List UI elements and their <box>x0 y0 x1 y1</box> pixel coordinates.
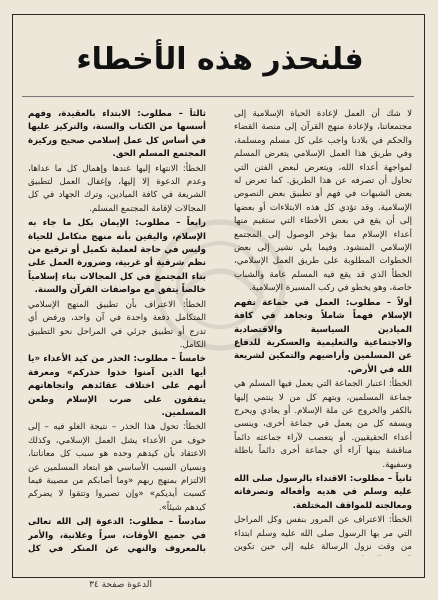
article-title: فلنحذر هذه الأخطاء <box>76 42 364 77</box>
paragraph: الخطأ: تحول هذا الحذر – نتيجة الغلو فيه – إلى خوف من الأعداء يشل العمل الإسلامي، وكذلك الاعتقاد بأن كيدهم وحده هو سبب كل معاناتنا، ونسيان السبب الأساسي هو ابتعاد المسلمين عن الالتزام بمنهج ربهم «وما أصابكم من مصيبة فيما كسبت أيديكم» «وإن تصبروا وتتقوا لا يضركم كيدهم شيئاً». <box>28 422 206 513</box>
right-column <box>234 108 412 556</box>
paragraph: الخطأ: الاعتراف عن المرور بنفس وكل المراحل التي مر بها الرسول صلى الله عليه وسلم ابتداء من وقت نزول الرسالة عليه إلى حين تكوين <box>234 515 412 552</box>
requirement-heading: سادساً – مطلوب: الدعوة إلى الله تعالى في جميع الأوقات، سراً وعلانية، والأمر بالمعروف والنهي عن المنكر في كل <box>28 517 206 554</box>
paragraph: الخطأ: الانتهاء إليها عندها وإهمال كل ما عداها، وعدم الدعوة إلا إليها، وإغفال العمل لتطبيق الشريعة في كافة الميادين، وترك الجهاد في كل المجالات لإقامة المجتمع المسلم. <box>28 163 206 214</box>
requirement-heading: خامساً – مطلوب: الحذر من كيد الأعداء «يا أيها الذين آمنوا خذوا حذركم» ومعرفة أنهم على اختلاف عقائدهم واتجاهاتهم يتفقون على ضرب الإسلام وطعن المسلمين. <box>28 354 206 418</box>
paragraph: الخطأ: اعتبار الجماعة التي يعمل فيها المسلم هي جماعة المسلمين، وبتهم كل من لا ينتمي إليها بالكفر والخروج عن ملة الإسلام. أو يعادي ويحرج ويسفه كل من يعمل في جماعة أخرى، وينسى أعداء الحقيقيين. أو يتعصب لآراء جماعته دائماً مناقشة بينها آراء أي جماعة أخرى دائماً باطلة وسفيهة. <box>234 379 412 470</box>
page-footer: الدعوة صفحة ٣٤ <box>89 580 152 590</box>
left-column <box>28 108 206 556</box>
requirement-heading: أولاً – مطلوب: العمل في جماعة تفهم الإسلام فهماً شاملاً وتجاهد في كافة الميادين السياسية والاقتصادية والاجتماعية والتعليمية والعسكرية للدفاع عن المسلمين وأراضيهم والتمكين لشريعة الله في الأرض. <box>234 297 412 375</box>
requirement-heading: ثانياً – مطلوب: الاقتداء بالرسول صلى الله عليه وسلم في هديه وأفعاله وتصرفاته ومعالجته للمواقف المختلفة. <box>234 473 412 511</box>
paragraph: لا شك أن العمل لإعادة الحياة الإسلامية إلى مجتمعاتنا، ولإعادة منهج القرآن إلى منصة القضاء والحكم في بلادنا واجب على كل مسلم ومسلمة، وفي طريق هذا العمل الإسلامي يتعرض المسلم لمواجهة أعداء الله، ويتعرض لبعض الفتن التي تحاول أن تصرفه عن هذا الطريق. كما تعرض له بعض الشبهات في فهم أو تطبيق بعض النصوص الإسلامية. وقد تؤدي كل هذه الابتلاءات أو بعضها إلى أن يقع في بعض الأخطاء التي ستقيم منها أعداء الإسلام مما يؤخر الوصول إلى المجتمع الإسلامي المنشود. وفيما يلي نشير إلى بعض الخطوات المطلوبة على طريق العمل الإسلامي، الخطأ الذي قد يقع فيه المسلم عامة والشباب خاصة، وهو يخطو في ركب المسيرة الإسلامية. <box>234 109 412 294</box>
paragraph: الخطأ: الاعتراف بأن تطبيق المنهج الإسلامي المتكامل دفعة واحدة في آن واحد، ورفض أي تدرج أو تطبيق جزئي في المراحل نحو التطبيق الكامل. <box>28 299 206 350</box>
requirement-heading: ثالثاً – مطلوب: الابتداء بالعقيدة، وفهم أسسها من الكتاب والسنة، والتركيز عليها في أساس كل عمل إسلامي صحيح وركيزة المجتمع المسلم الحق. <box>28 109 206 160</box>
requirement-heading: رابعاً – مطلوب: الإيمان بكل ما جاء به الإسلام، واليقين بأنه منهج متكامل للحياة وليس في حاجة لعملية تكميل أو ترقيع من نظم شرقية أو غربية، وضرورة العمل على بناء المجتمع في كل المجالات بناء إسلامياً خالصاً يتفق مع مواصفات القرآن والسنة. <box>28 218 206 296</box>
title-divider <box>22 96 414 97</box>
